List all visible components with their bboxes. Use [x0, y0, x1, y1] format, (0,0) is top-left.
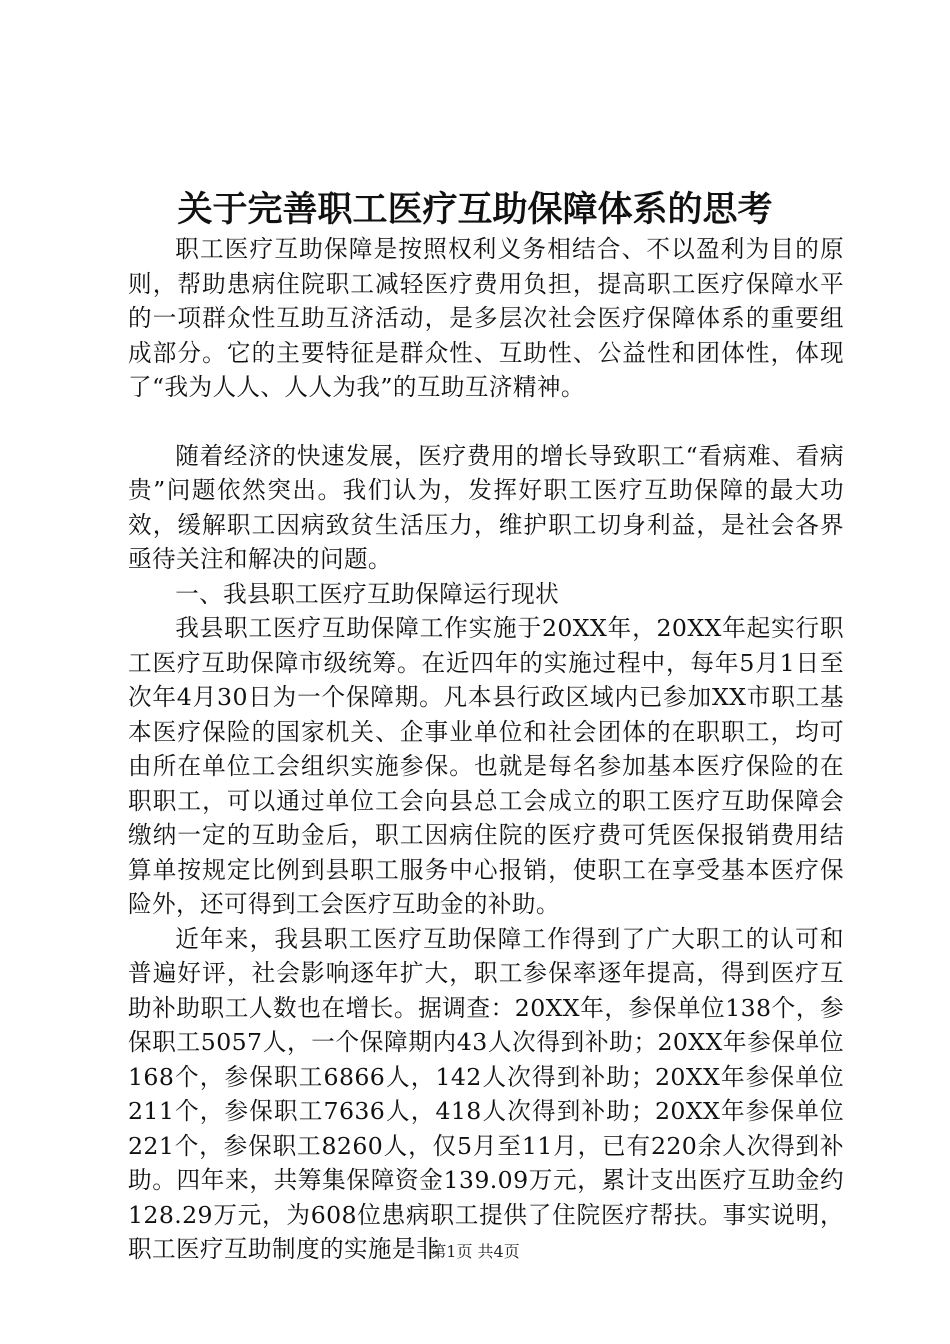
paragraph-intro: 职工医疗互助保障是按照权利义务相结合、不以盈利为目的原则，帮助患病住院职工减轻医疗费用负担，提高职工医疗保障水平的一项群众性互助互济活动，是多层次社会医疗保障体系的重要组成部分。它的主要特征是群众性、互助性、公益性和团体性，体现了“我为人人、人人为我”的互助互济精神。: [128, 235, 844, 401]
section-heading: 一、我县职工医疗互助保障运行现状: [175, 579, 560, 608]
paragraph-status: 我县职工医疗互助保障工作实施于20XX年，20XX年起实行职工医疗互助保障市级统筹。在近四年的实施过程中，每年5月1日至次年4月30日为一个保障期。凡本县行政区域内已参加XX市职工基本医疗保险的国家机关、企事业单位和社会团体的在职职工，均可由所在单位工会组织实施参保。也就是每名参加基本医疗保险的在职职工，可以通过单位工会向县总工会成立的职工医疗互助保障会缴纳一定的互助金后，职工因病住院的医疗费可凭医保报销费用结算单按规定比例到县职工服务中心报销，使职工在享受基本医疗保险外，还可得到工会医疗互助金的补助。: [128, 614, 844, 918]
paragraph-statistics: 近年来，我县职工医疗互助保障工作得到了广大职工的认可和普遍好评，社会影响逐年扩大，职工参保率逐年提高，得到医疗互助补助职工人数也在增长。据调查：20XX年，参保单位138个，参保职工5057人，一个保障期内43人次得到补助；20XX年参保单位168个，参保职工6866人，142人次得到补助；20XX年参保单位211个，参保职工7636人，418人次得到补助；20XX年参保单位221个，参保职工8260人，仅5月至11月，已有220余人次得到补助。四年来，共筹集保障资金139.09万元，累计支出医疗互助金约128.29万元，为608位患病职工提供了住院医疗帮扶。事实说明，职工医疗互助制度的实施是非: [128, 924, 844, 1263]
page-number-footer: 第1页 共4页: [430, 1242, 520, 1261]
document-body: [128, 232, 844, 1267]
paragraph-gap: [128, 405, 844, 439]
document-title: 关于完善职工医疗互助保障体系的思考: [177, 189, 773, 230]
paragraph-background: 随着经济的快速发展，医疗费用的增长导致职工“看病难、看病贵”问题依然突出。我们认为，发挥好职工医疗互助保障的最大功效，缓解职工因病致贫生活压力，维护职工切身利益，是社会各界亟待关注和解决的问题。: [128, 441, 844, 573]
